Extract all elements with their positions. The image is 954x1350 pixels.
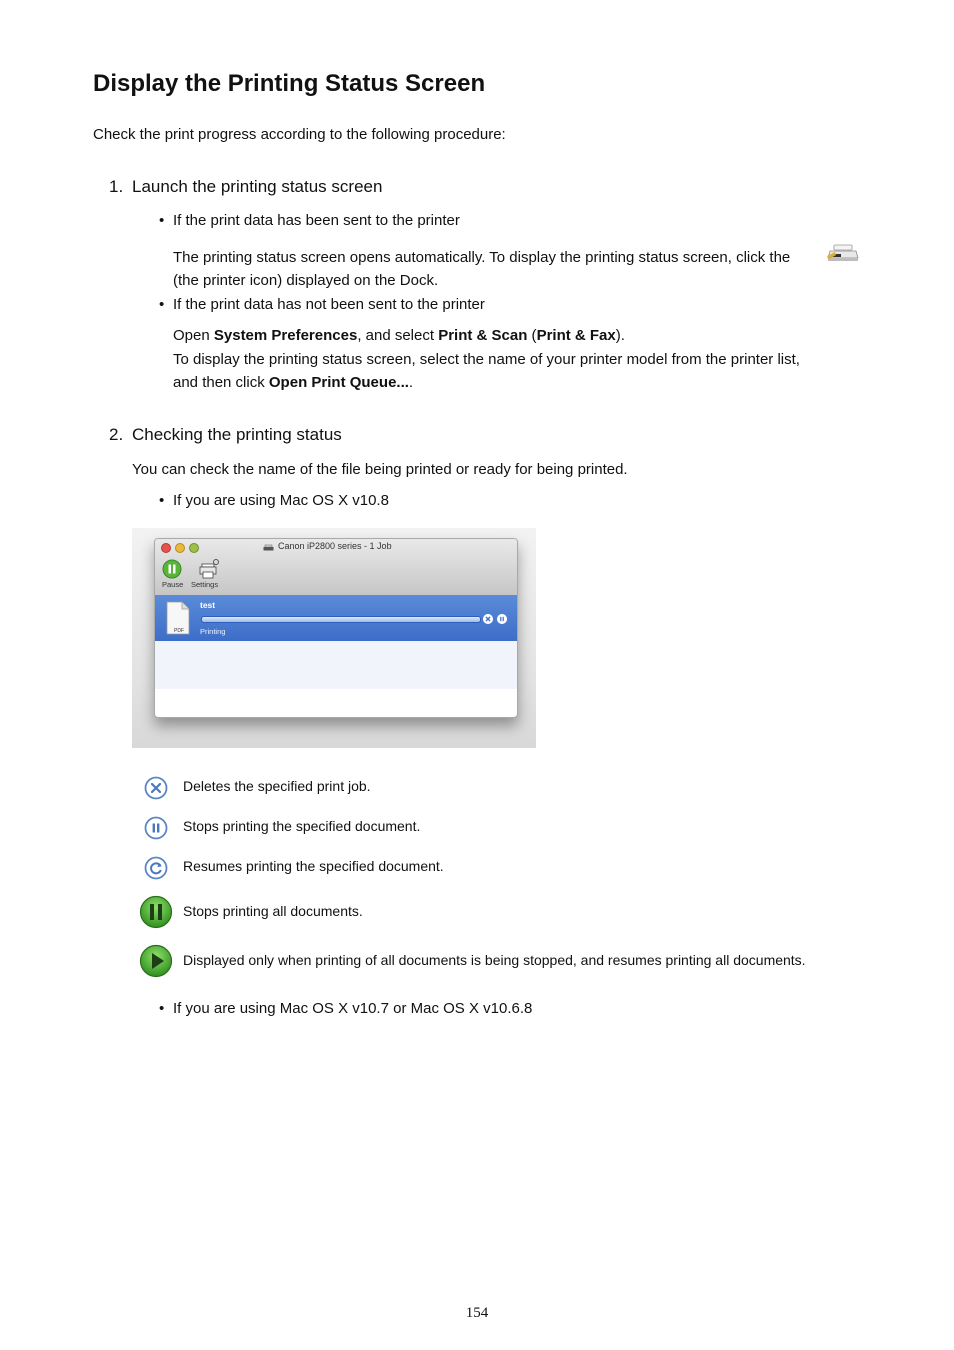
bullet-dot: • — [159, 212, 165, 229]
step-2-number: 2. — [109, 425, 124, 444]
pause-printer-toolbar-icon — [162, 559, 182, 579]
settings-label: Settings — [191, 580, 219, 589]
print-queue-screenshot — [132, 528, 536, 748]
step-2-heading: Checking the printing status — [132, 425, 342, 444]
step-2-bullet-2: If you are using Mac OS X v10.7 or Mac OS X v10.6.8 — [173, 1000, 533, 1017]
settings-toolbar-icon — [197, 558, 221, 580]
bullet-dot: • — [159, 296, 165, 313]
printer-icon — [826, 243, 860, 263]
step-2-bullet-1: If you are using Mac OS X v10.8 — [173, 492, 389, 509]
step-1-bullet-2-line1: Open System Preferences, and select Print & Scan (Print & Fax). — [173, 327, 625, 344]
step-1-number: 1. — [109, 177, 124, 196]
hold-job-icon — [144, 816, 168, 840]
step-1-bullet-2: If the print data has not been sent to the printer — [173, 296, 485, 313]
resume-printer-icon — [139, 944, 173, 978]
window-title: Canon iP2800 series - 1 Job — [278, 541, 392, 551]
delete-job-row-icon[interactable] — [483, 614, 493, 624]
bullet-dot: • — [159, 492, 165, 509]
step-1-bullet-2-line2: To display the printing status screen, select the name of your printer model from the printer list, — [173, 351, 800, 368]
job-status: Printing — [200, 627, 226, 636]
step-1-bullet-1: If the print data has been sent to the printer — [173, 212, 460, 229]
window-titlebar — [155, 539, 517, 596]
legend-hold-text: Stops printing the specified document. — [183, 818, 421, 834]
step-1-bullet-1-para-line1: The printing status screen opens automatically. To display the printing status screen, click the — [173, 249, 791, 266]
pause-label: Pause — [162, 580, 184, 589]
empty-row — [155, 641, 517, 689]
job-name: test — [200, 600, 216, 610]
pause-printer-icon — [139, 895, 173, 929]
intro-text: Check the print progress according to the following procedure: — [93, 126, 506, 143]
printer-title-icon — [263, 544, 274, 551]
page-number: 154 — [465, 1305, 489, 1321]
bullet-dot: • — [159, 1000, 165, 1017]
legend-resume-text: Resumes printing the specified document. — [183, 858, 444, 874]
pdf-label: PDF — [174, 628, 184, 634]
close-window-icon — [161, 543, 171, 553]
page-title: Display the Printing Status Screen — [93, 70, 486, 97]
job-row[interactable] — [155, 595, 517, 641]
step-2-description: You can check the name of the file being printed or ready for being printed. — [132, 461, 628, 478]
job-progress-bar — [201, 616, 481, 623]
resume-job-icon — [144, 856, 168, 880]
legend-pause-printer-text: Stops printing all documents. — [183, 903, 363, 919]
step-1-heading: Launch the printing status screen — [132, 177, 383, 196]
step-1-bullet-1-para-line2: (the printer icon) displayed on the Dock. — [173, 272, 439, 289]
legend-delete-text: Deletes the specified print job. — [183, 778, 371, 794]
minimize-window-icon — [175, 543, 185, 553]
step-1-bullet-2-line3: and then click Open Print Queue.... — [173, 374, 414, 391]
legend-resume-printer-text: Displayed only when printing of all documents is being stopped, and resumes printing all documents. — [183, 952, 806, 968]
print-queue-window — [154, 538, 518, 718]
delete-job-icon — [144, 776, 168, 800]
hold-job-row-icon[interactable] — [497, 614, 507, 624]
zoom-window-icon — [189, 543, 199, 553]
